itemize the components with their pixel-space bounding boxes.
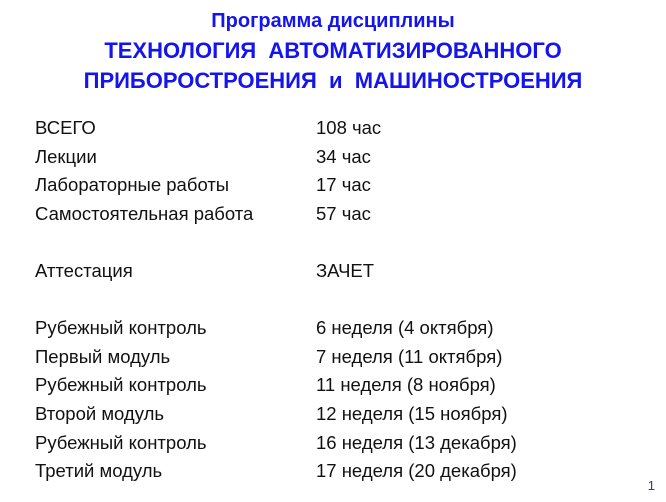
row-label: Третий модуль — [35, 460, 163, 482]
row-label: Аттестация — [35, 259, 133, 281]
schedule-row — [35, 371, 646, 400]
row-label: Лекции — [35, 145, 97, 167]
row-value: ЗАЧЕТ — [316, 259, 375, 281]
row-label: Рубежный контроль — [35, 317, 207, 339]
schedule-row — [35, 343, 646, 372]
row-label: ВСЕГО — [35, 117, 96, 138]
row-value: 57 час — [316, 202, 371, 224]
row-value: 16 неделя (13 декабря) — [316, 431, 517, 453]
course-load-row — [35, 171, 646, 200]
schedule-row — [35, 429, 646, 458]
attestation-row — [35, 257, 646, 286]
schedule-row — [35, 400, 646, 429]
row-label: Рубежный контроль — [35, 374, 207, 396]
row-value: 34 час — [316, 145, 371, 167]
row-label: Самостоятельная работа — [35, 202, 254, 224]
row-value: 17 час — [316, 174, 371, 196]
row-value: 12 неделя (15 ноября) — [316, 402, 508, 424]
slide-body — [35, 114, 646, 486]
title-line-1: Программа дисциплины — [211, 10, 455, 32]
title-line-3: ПРИБОРОСТРОЕНИЯ и МАШИНОСТРОЕНИЯ — [83, 68, 583, 93]
title-line-2: ТЕХНОЛОГИЯ АВТОМАТИЗИРОВАННОГО — [104, 38, 562, 63]
row-value: 17 неделя (20 декабря) — [316, 460, 517, 482]
course-load-row — [35, 143, 646, 172]
row-label: Лабораторные работы — [35, 174, 230, 196]
slide-title — [0, 6, 666, 96]
schedule-row — [35, 457, 646, 486]
course-load-row — [35, 200, 646, 229]
row-value: 7 неделя (11 октября) — [316, 345, 503, 367]
blank-line — [35, 286, 646, 315]
schedule-row — [35, 314, 646, 343]
row-label: Первый модуль — [35, 345, 171, 367]
blank-line — [35, 228, 646, 257]
course-load-row — [35, 114, 646, 143]
row-label: Второй модуль — [35, 402, 165, 424]
page-number: 1 — [647, 478, 655, 493]
row-label: Рубежный контроль — [35, 431, 207, 453]
row-value: 108 час — [316, 117, 382, 138]
row-value: 6 неделя (4 октября) — [316, 317, 494, 339]
row-value: 11 неделя (8 ноября) — [316, 374, 496, 396]
